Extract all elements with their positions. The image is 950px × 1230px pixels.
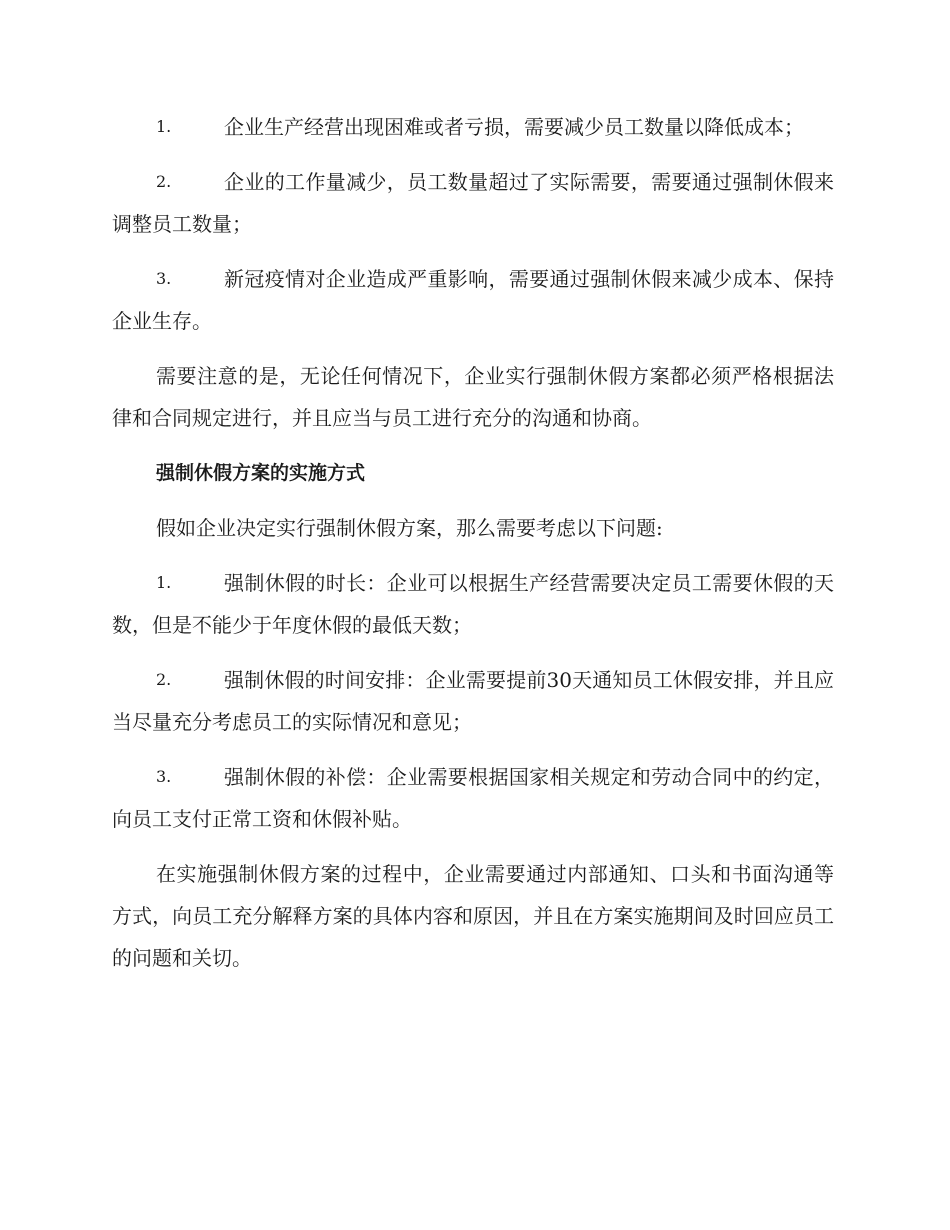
list-item bbox=[112, 258, 834, 342]
document-page bbox=[112, 106, 834, 992]
list-item-text: 企业生产经营出现困难或者亏损，需要减少员工数量以降低成本； bbox=[224, 115, 804, 139]
paragraph: 假如企业决定实行强制休假方案，那么需要考虑以下问题: bbox=[156, 516, 663, 540]
list-number: 2. bbox=[156, 670, 172, 689]
list-item bbox=[112, 659, 834, 743]
list-number: 1. bbox=[156, 573, 172, 592]
list-item-text: 强制休假的补偿：企业需要根据国家相关规定和劳动合同中的约定，向员工支付正常工资和休假补贴。 bbox=[112, 765, 834, 831]
section-heading: 强制休假方案的实施方式 bbox=[156, 462, 366, 484]
list-item-text: 强制休假的时长：企业可以根据生产经营需要决定员工需要休假的天数，但是不能少于年度休假的最低天数； bbox=[112, 571, 834, 637]
paragraph: 需要注意的是，无论任何情况下，企业实行强制休假方案都必须严格根据法律和合同规定进行，并且应当与员工进行充分的沟通和协商。 bbox=[112, 364, 834, 430]
list-item-text: 企业的工作量减少，员工数量超过了实际需要，需要通过强制休假来调整员工数量； bbox=[112, 170, 834, 236]
list-item bbox=[112, 562, 834, 646]
list-number: 2. bbox=[156, 172, 172, 191]
list-item bbox=[112, 756, 834, 840]
list-number: 3. bbox=[156, 269, 172, 288]
list-number: 3. bbox=[156, 767, 172, 786]
list-item bbox=[112, 106, 834, 148]
list-number: 1. bbox=[156, 117, 172, 136]
list-item-text: 新冠疫情对企业造成严重影响，需要通过强制休假来减少成本、保持企业生存。 bbox=[112, 267, 834, 333]
list-item bbox=[112, 161, 834, 245]
list-item-text: 强制休假的时间安排：企业需要提前30天通知员工休假安排，并且应当尽量充分考虑员工的实际情况和意见； bbox=[112, 668, 834, 734]
paragraph: 在实施强制休假方案的过程中，企业需要通过内部通知、口头和书面沟通等方式，向员工充分解释方案的具体内容和原因，并且在方案实施期间及时回应员工的问题和关切。 bbox=[112, 862, 834, 970]
